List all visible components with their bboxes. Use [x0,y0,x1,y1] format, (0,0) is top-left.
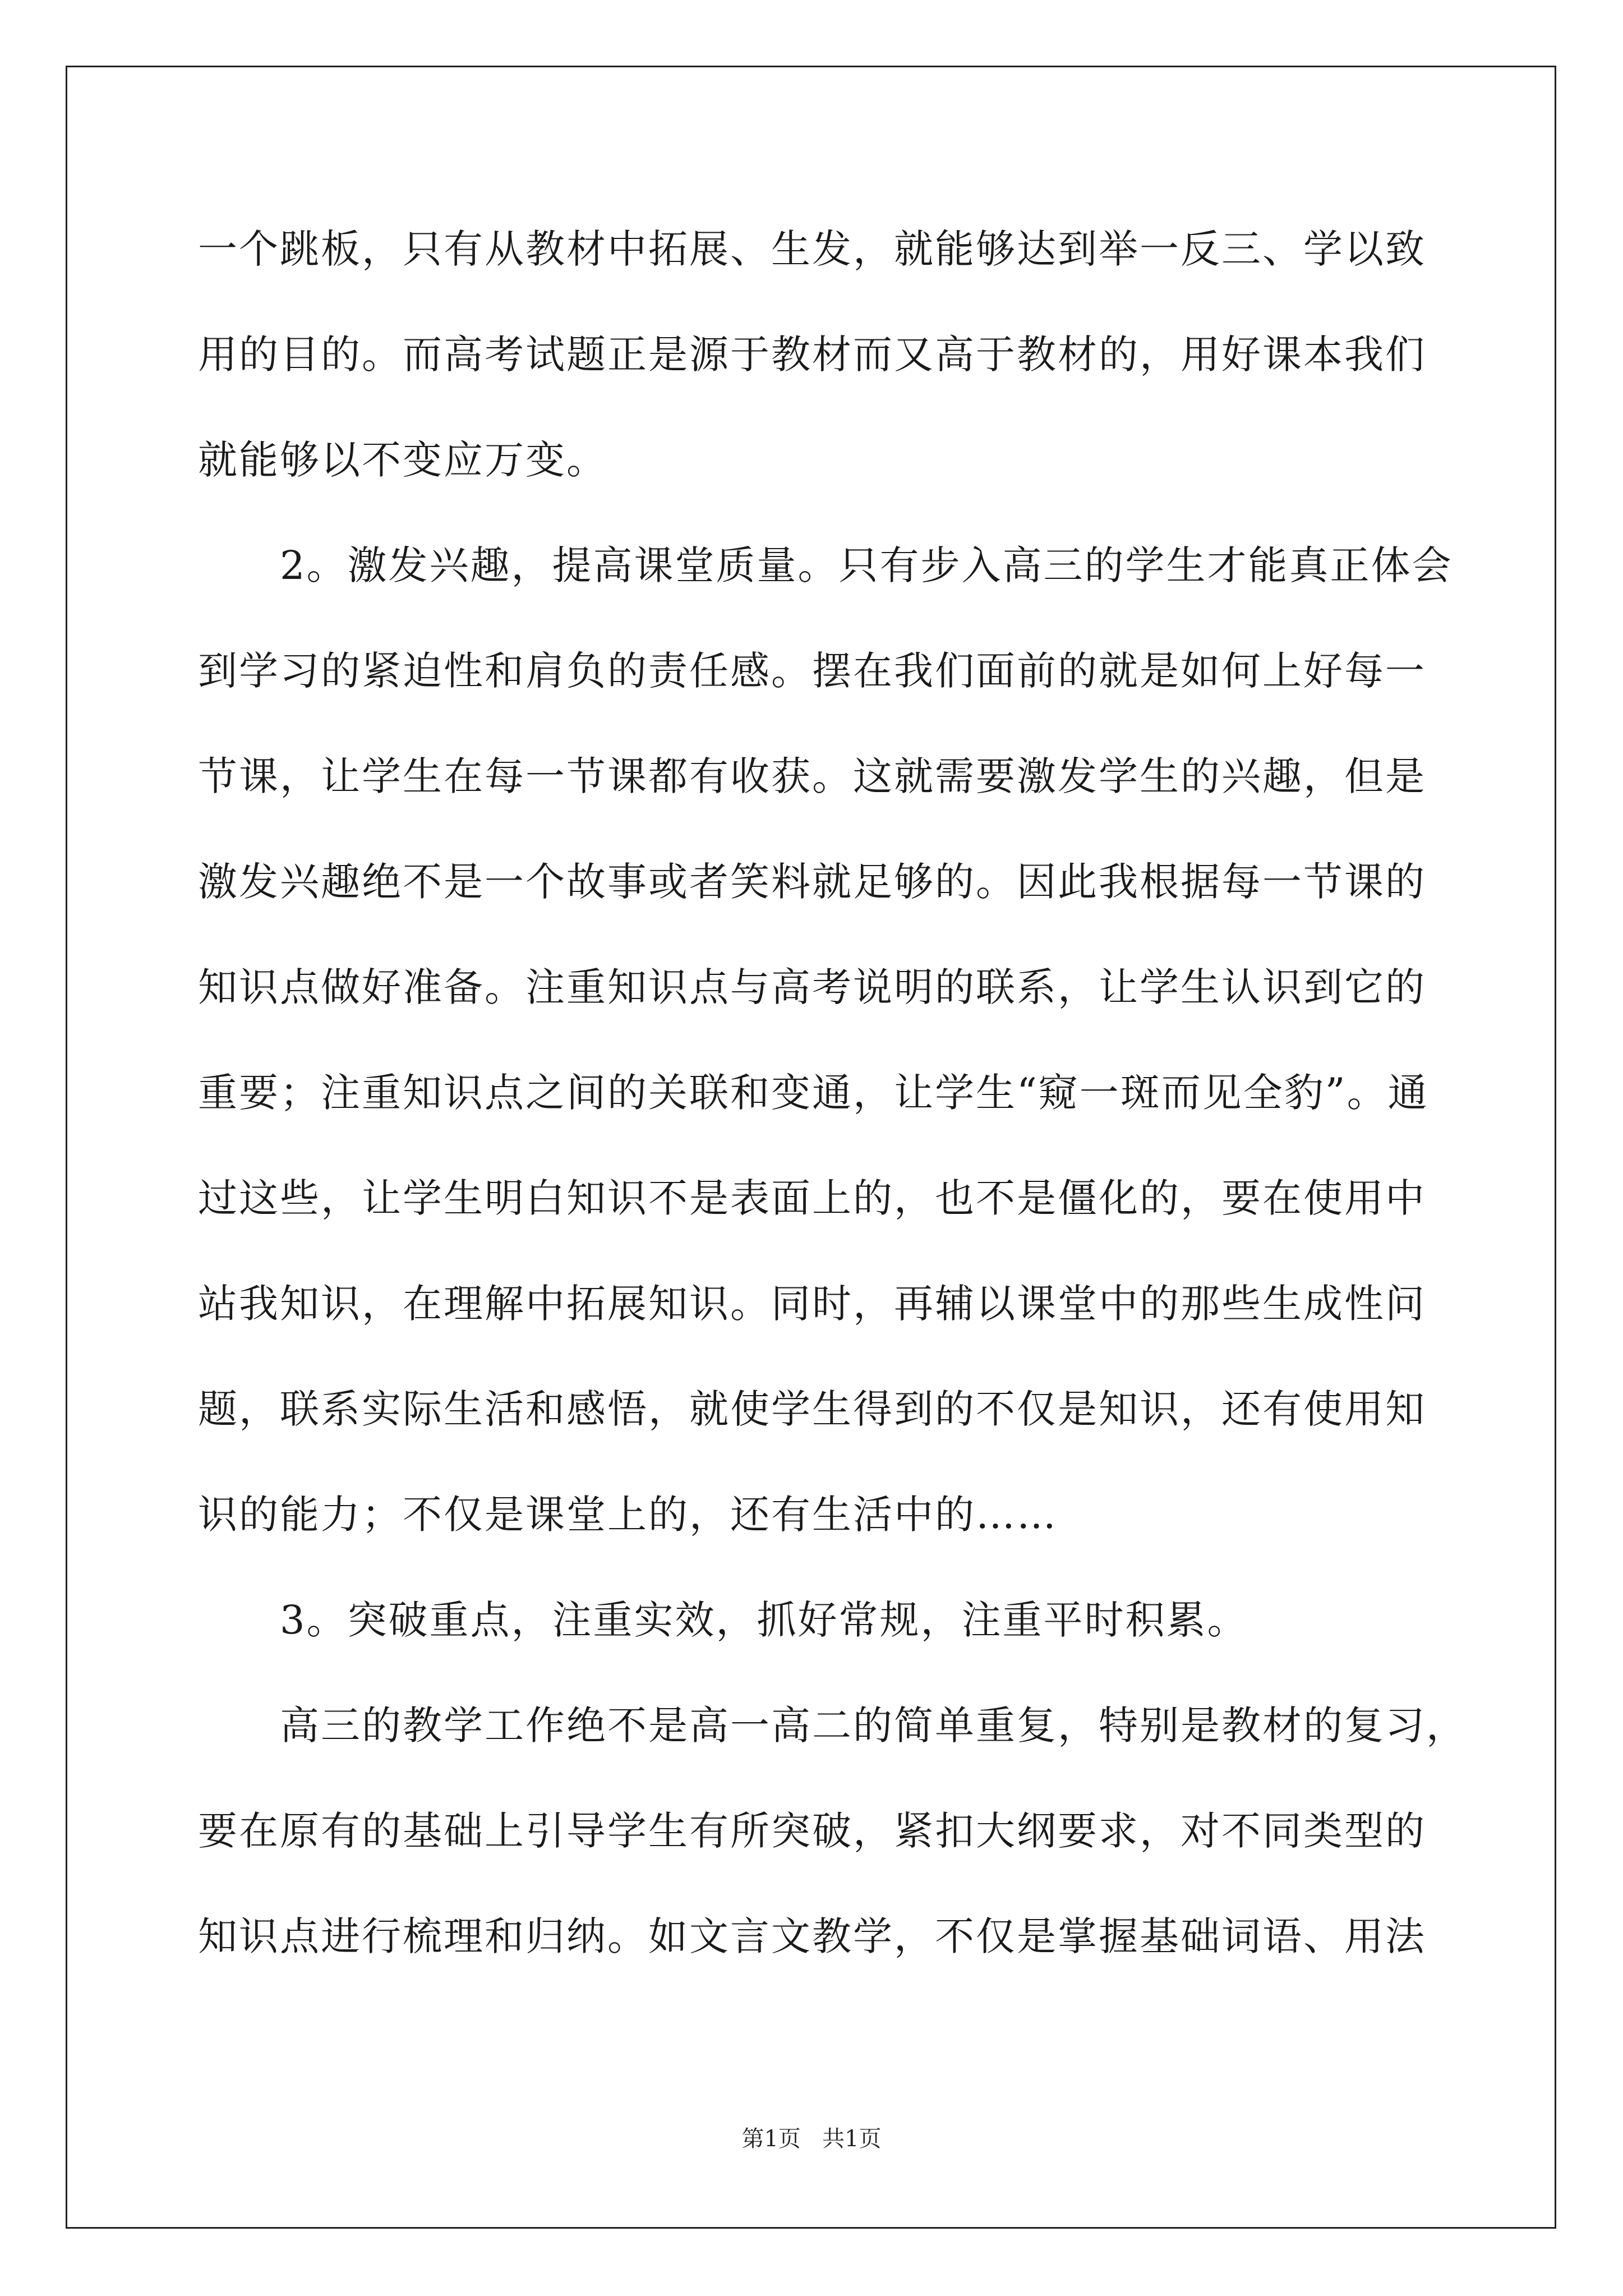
text-line: 重要；注重知识点之间的关联和变通，让学生“窥一斑而见全豹”。通 [198,1070,1429,1116]
text-line: 知识点进行梳理和归纳。如文言文教学，不仅是掌握基础词语、用法 [198,1913,1426,1959]
text-line: 高三的教学工作绝不是高一高二的简单重复，特别是教材的复习， [280,1703,1467,1749]
text-line: 站我知识，在理解中拓展知识。同时，再辅以课堂中的那些生成性问 [198,1281,1426,1327]
text-line: 一个跳板，只有从教材中拓展、生发，就能够达到举一反三、学以致 [198,226,1426,272]
text-line: 识的能力；不仅是课堂上的，还有生活中的…… [198,1492,1058,1538]
text-line: 知识点做好准备。注重知识点与高考说明的联系，让学生认识到它的 [198,964,1426,1010]
text-line: 到学习的紧迫性和肩负的责任感。摆在我们面前的就是如何上好每一 [198,648,1426,694]
text-line: 题，联系实际生活和感悟，就使学生得到的不仅是知识，还有使用知 [198,1386,1426,1432]
text-line: 就能够以不变应万变。 [198,437,607,483]
text-line: 激发兴趣绝不是一个故事或者笑料就足够的。因此我根据每一节课的 [198,859,1426,905]
text-line: 用的目的。而高考试题正是源于教材而又高于教材的，用好课本我们 [198,332,1426,378]
page-footer: 第1页 共1页 [741,2126,882,2152]
text-line: 要在原有的基础上引导学生有所突破，紧扣大纲要求，对不同类型的 [198,1808,1426,1854]
text-line: 3。突破重点，注重实效，抓好常规，注重平时积累。 [280,1597,1248,1643]
text-line: 过这些，让学生明白知识不是表面上的，也不是僵化的，要在使用中 [198,1175,1426,1221]
text-line: 2。激发兴趣，提高课堂质量。只有步入高三的学生才能真正体会 [280,542,1453,588]
text-line: 节课，让学生在每一节课都有收获。这就需要激发学生的兴趣，但是 [198,753,1426,799]
document-body [198,216,1467,2009]
